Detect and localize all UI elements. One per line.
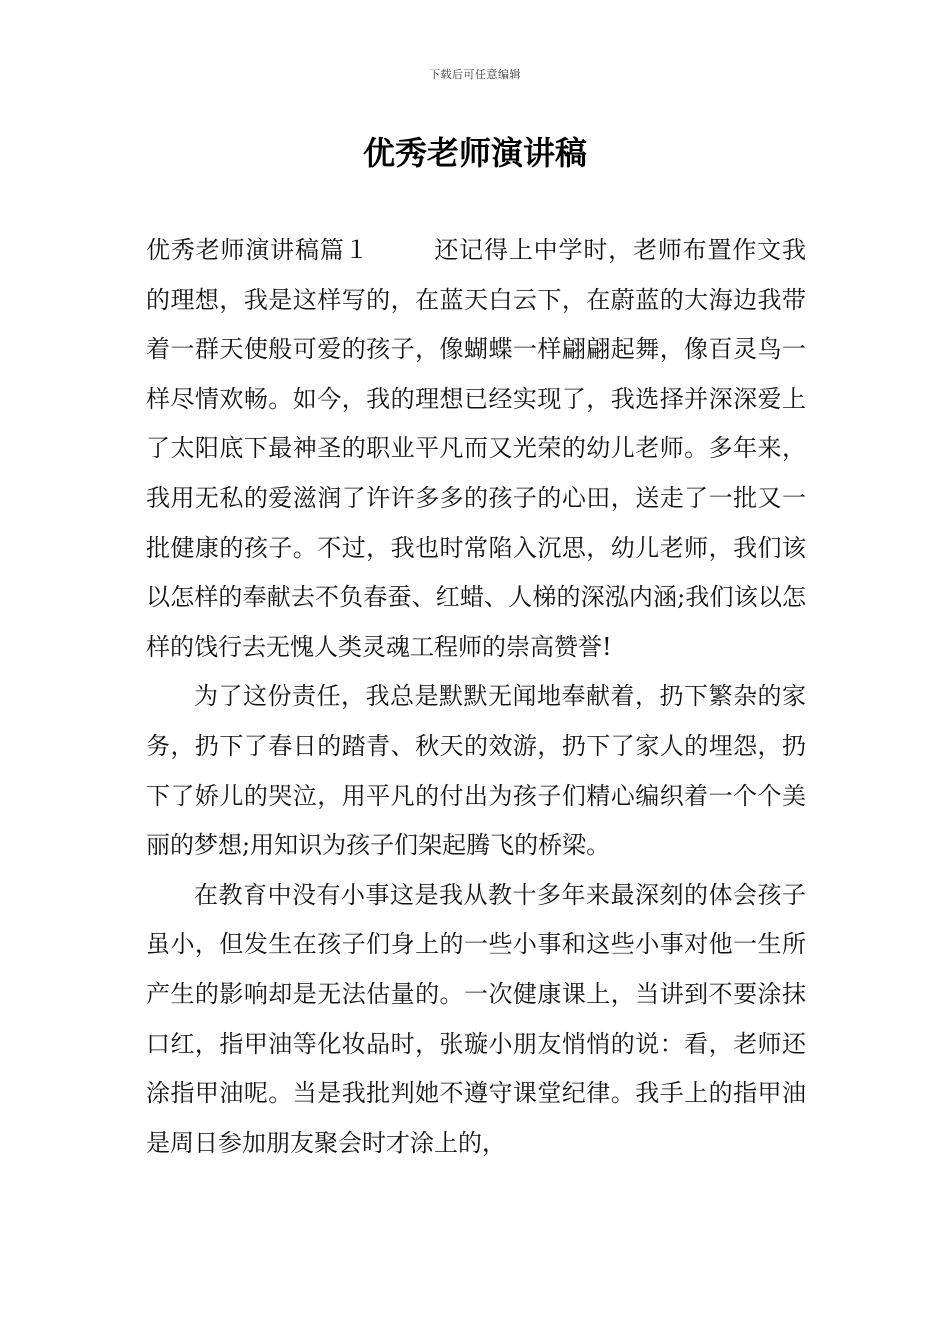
document-body bbox=[146, 226, 806, 1168]
document-title: 优秀老师演讲稿 bbox=[362, 134, 587, 172]
header-note: 下载后可任意编辑 bbox=[429, 68, 521, 81]
paragraph-1 bbox=[146, 226, 806, 672]
paragraph-2: 为了这份责任，我总是默默无闻地奉献着，扔下繁杂的家务，扔下了春日的踏青、秋天的效游，扔下了家人的埋怨，扔下了娇儿的哭泣，用平凡的付出为孩子们精心编织着一个个美丽的梦想;用知识为孩子们架起腾飞的桥梁。 bbox=[146, 682, 806, 860]
section-label: 优秀老师演讲稿篇１ bbox=[146, 236, 370, 264]
paragraph-3: 在教育中没有小事这是我从教十多年来最深刻的体会孩子虽小，但发生在孩子们身上的一些小事和这些小事对他一生所产生的影响却是无法估量的。一次健康课上，当讲到不要涂抹口红，指甲油等化妆品时，张璇小朋友悄悄的说：看，老师还涂指甲油呢。当是我批判她不遵守课堂纪律。我手上的指甲油是周日参加朋友聚会时才涂上的， bbox=[146, 880, 806, 1157]
paragraph-1-text: 还记得上中学时，老师布置作文我的理想，我是这样写的，在蓝天白云下，在蔚蓝的大海边我带着一群天使般可爱的孩子，像蝴蝶一样翩翩起舞，像百灵鸟一样尽情欢畅。如今，我的理想已经实现了，我选择并深深爱上了太阳底下最神圣的职业平凡而又光荣的幼儿老师。多年来，我用无私的爱滋润了许许多多的孩子的心田，送走了一批又一批健康的孩子。不过，我也时常陷入沉思，幼儿老师，我们该以怎样的奉献去不负春蚕、红蜡、人梯的深泓内涵;我们该以怎样的饯行去无愧人类灵魂工程师的崇高赞誉! bbox=[146, 236, 806, 661]
